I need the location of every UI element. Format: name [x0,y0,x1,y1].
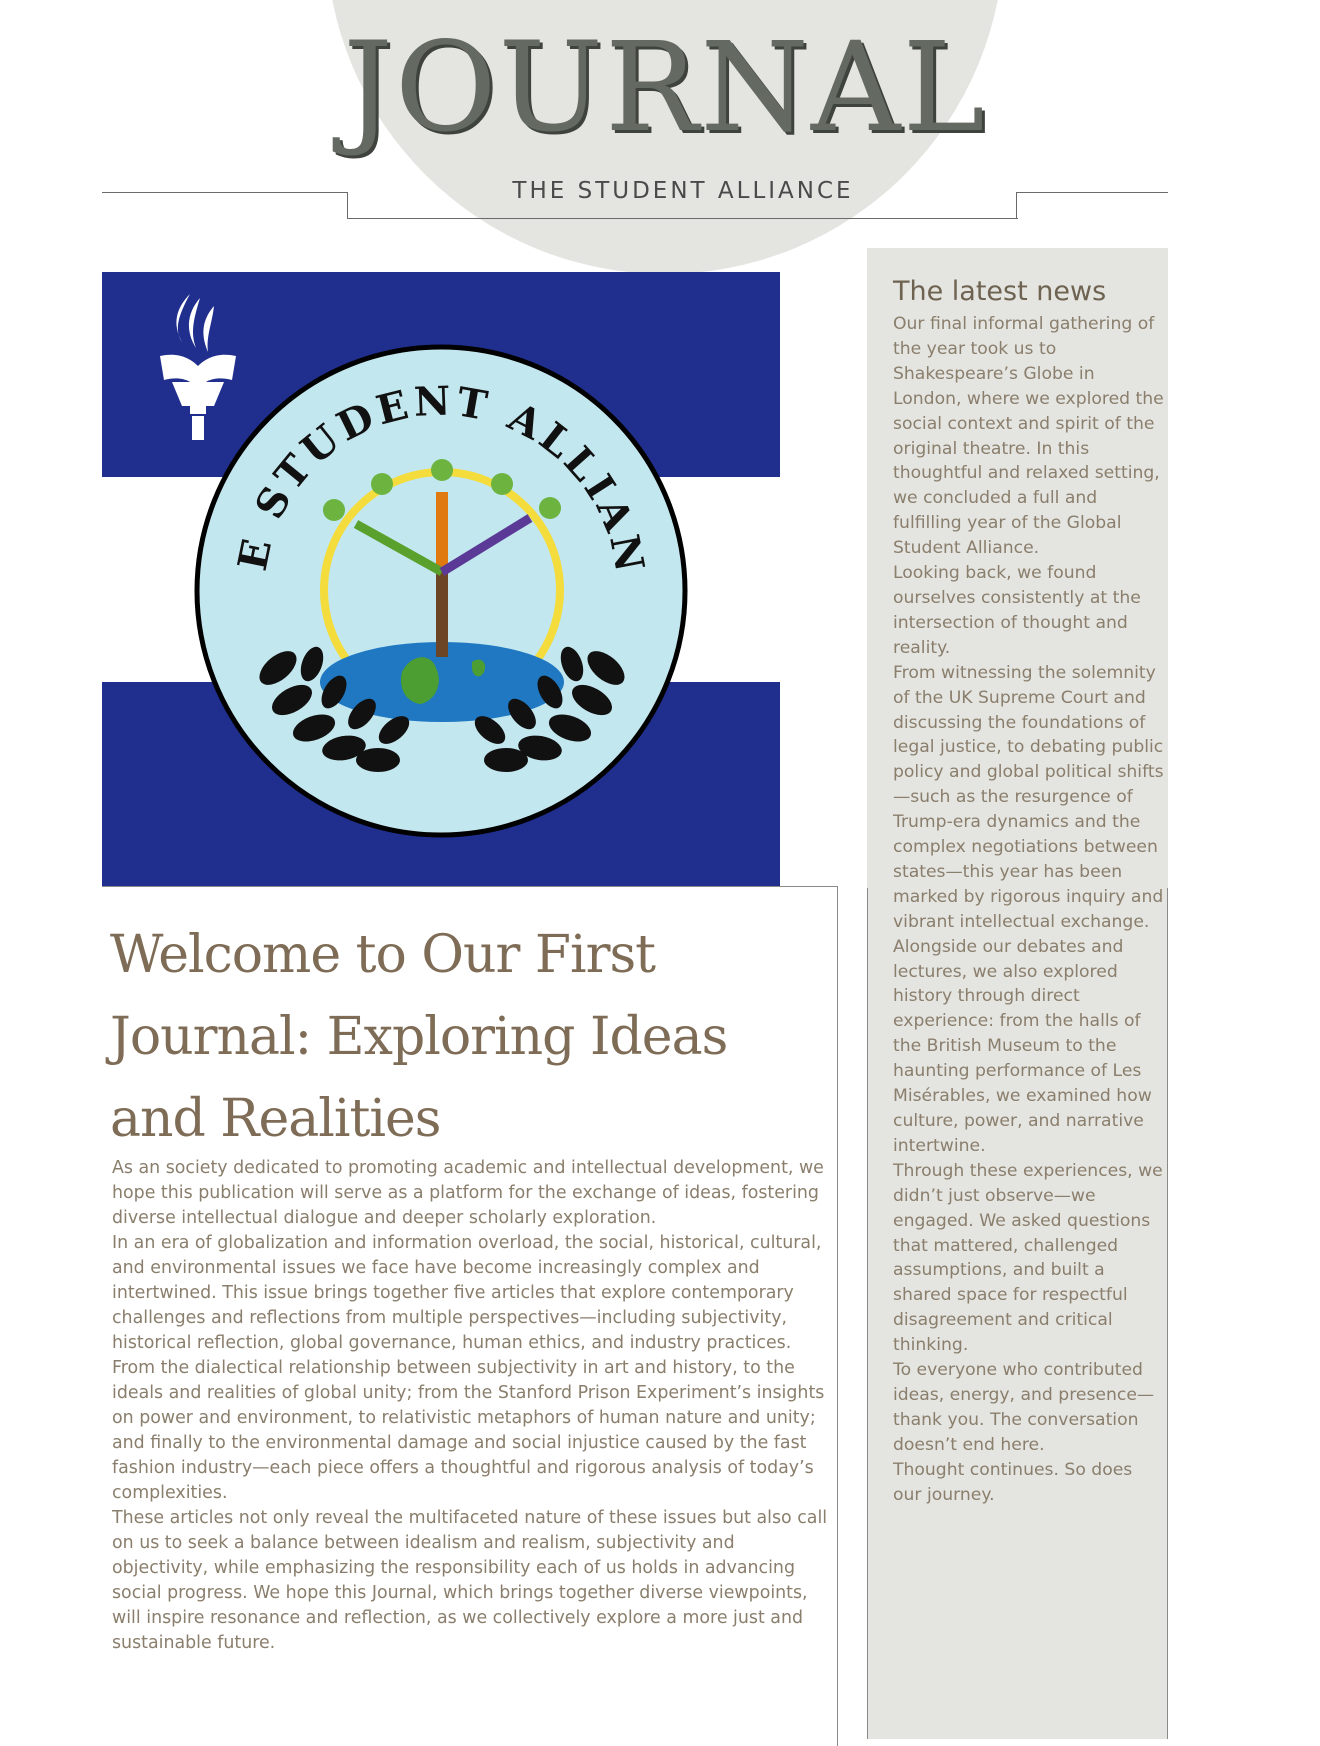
news-paragraph: Thought continues. So does our journey. [893,1459,1133,1505]
article-body [112,1156,828,1656]
student-alliance-logo [102,272,780,886]
news-paragraph: To everyone who contributed ideas, energy, and presence—thank you. The conversation doesn’t end here. [893,1360,1155,1455]
dot-5 [539,497,561,519]
sidebar-divider-right [1167,888,1168,1739]
masthead-subtitle: THE STUDENT ALLIANCE [512,178,854,204]
news-paragraph: From witnessing the solemnity of the UK Supreme Court and discussing the foundations of legal justice, to debating public policy and global political shifts—such as the resurgence of Trump-era dynamics and the complex negotiations between states—this year has been marked by rigorous inquiry and vibrant intellectual exchange. [893,662,1164,932]
news-body [893,312,1165,1508]
dot-2 [371,473,393,495]
news-paragraph: Looking back, we found ourselves consistently at the intersection of thought and reality. [893,563,1141,658]
dot-4 [491,473,513,495]
masthead-rule-middle [347,218,1018,219]
news-paragraph: Our final informal gathering of the year took us to Shakespeare’s Globe in London, where we explored the social context and spirit of the original theatre. In this thoughtful and relaxed setting, we concluded a full and fulfilling year of the Global Student Alliance. [893,314,1164,559]
masthead-rule-right [1016,192,1168,219]
article-paragraph: These articles not only reveal the multifaceted nature of these issues but also call on us to seek a balance between idealism and realism, subjectivity and objectivity, while emphasizing the responsibility each of us holds in advancing social progress. We hope this Journal, which brings together diverse viewpoints, will inspire resonance and reflection, as we collectively explore a more just and sustainable future. [112,1508,828,1653]
article-headline: Welcome to Our First Journal: Exploring Ideas and Realities [110,925,728,1149]
sidebar-divider-left [867,888,868,1739]
masthead-rule-left [102,192,348,218]
news-paragraph: Alongside our debates and lectures, we also explored history through direct experience: from the halls of the British Museum to the haunting performance of Les Misérables, we examined how culture, power, and narrative intertwine. [893,936,1152,1156]
news-title: The latest news [893,276,1107,307]
news-paragraph: Through these experiences, we didn’t just observe—we engaged. We asked questions that mattered, challenged assumptions, and built a shared space for respectful disagreement and critical thinking. [893,1160,1163,1356]
article-paragraph: From the dialectical relationship between subjectivity in art and history, to the ideals and realities of global unity; from the Stanford Prison Experiment’s insights on power and environment, to relativistic metaphors of human nature and unity; and finally to the environmental damage and social injustice caused by the fast fashion industry—each piece offers a thoughtful and rigorous analysis of today’s complexities. [112,1358,825,1503]
article-paragraph: As an society dedicated to promoting academic and intellectual development, we hope this publication will serve as a platform for the exchange of ideas, fostering diverse intellectual dialogue and deeper scholarly exploration. [112,1158,824,1228]
dot-3 [431,459,453,481]
dot-1 [323,499,345,521]
logo-ring-text: E STUDENT ALLIAN [228,377,654,580]
article-paragraph: In an era of globalization and information overload, the social, historical, cultural, and environmental issues we face have become increasingly complex and intertwined. This issue brings together five articles that explore contemporary challenges and reflections from multiple perspectives—including subjectivity, historical reflection, global governance, human ethics, and industry practices. [112,1233,822,1353]
masthead-title: JOURNAL [343,16,987,160]
